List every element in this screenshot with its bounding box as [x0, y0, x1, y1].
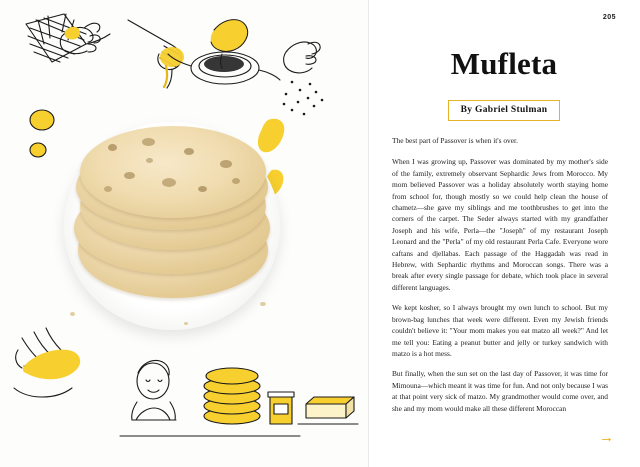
- mufleta-stack-icon: [204, 368, 260, 424]
- dough-balls-icon: [30, 110, 54, 157]
- flatbread-top-layer: [80, 126, 266, 218]
- page-number: 205: [602, 14, 616, 21]
- stacked-mufleta-flatbreads-on-white-plate: [64, 116, 280, 336]
- article-page: [368, 0, 640, 467]
- honey-jar-icon: [268, 392, 294, 424]
- paragraph: We kept kosher, so I always brought my own lunch to school. But my brown-bag lunches that week were different. Even my Jewish friends couldn't believe it: "Your mom makes you eat matzo all week?" And let me tell you: Eating a peanut butter and jelly or turkey sandwich with matzo is a hot mess.: [392, 303, 608, 358]
- article-body: [392, 135, 608, 423]
- byline: By Gabriel Stulman: [448, 100, 561, 121]
- butter-stick-icon: [298, 397, 358, 424]
- paragraph: The best part of Passover is when it's over.: [392, 136, 518, 145]
- hand-sprinkling-flour-icon: [284, 42, 321, 73]
- person-resting-head-icon: [132, 361, 176, 421]
- page-title: Mufleta: [450, 46, 558, 81]
- byline-container: [368, 100, 640, 121]
- continue-arrow-icon: →: [599, 429, 614, 446]
- paragraph: When I was growing up, Passover was dominated by my mother's side of the family, extremely observant Sephardic Jews from Morocco. My mom believed Passover was a holiday absolutely worth staying home from school for, though mostly so we could help clean the house of chametz—she gave my siblings and me toothbrushes to get into the corners of the carpet. The Seder always started with my grandfather Joseph and his wife, Perla—the "Joseph" of my restaurant Joseph Leonard and the "Perla" of my old restaurant Perla Cafe. Everyone wore caftans and djellabas. Each passage of the Haggadah was read in Hebrew, with Sephardic rhythms and Moroccan songs. There was a break after every single passage for debate, which took place in several different languages.: [392, 157, 608, 292]
- paragraph: But finally, when the sun set on the last day of Passover, it was time for Mimouna—which meant it was time for fun. And not only because I was at that point very sick of matzo. My grandmother would come over, and she and my mom would make all these different Moroccan: [392, 369, 608, 413]
